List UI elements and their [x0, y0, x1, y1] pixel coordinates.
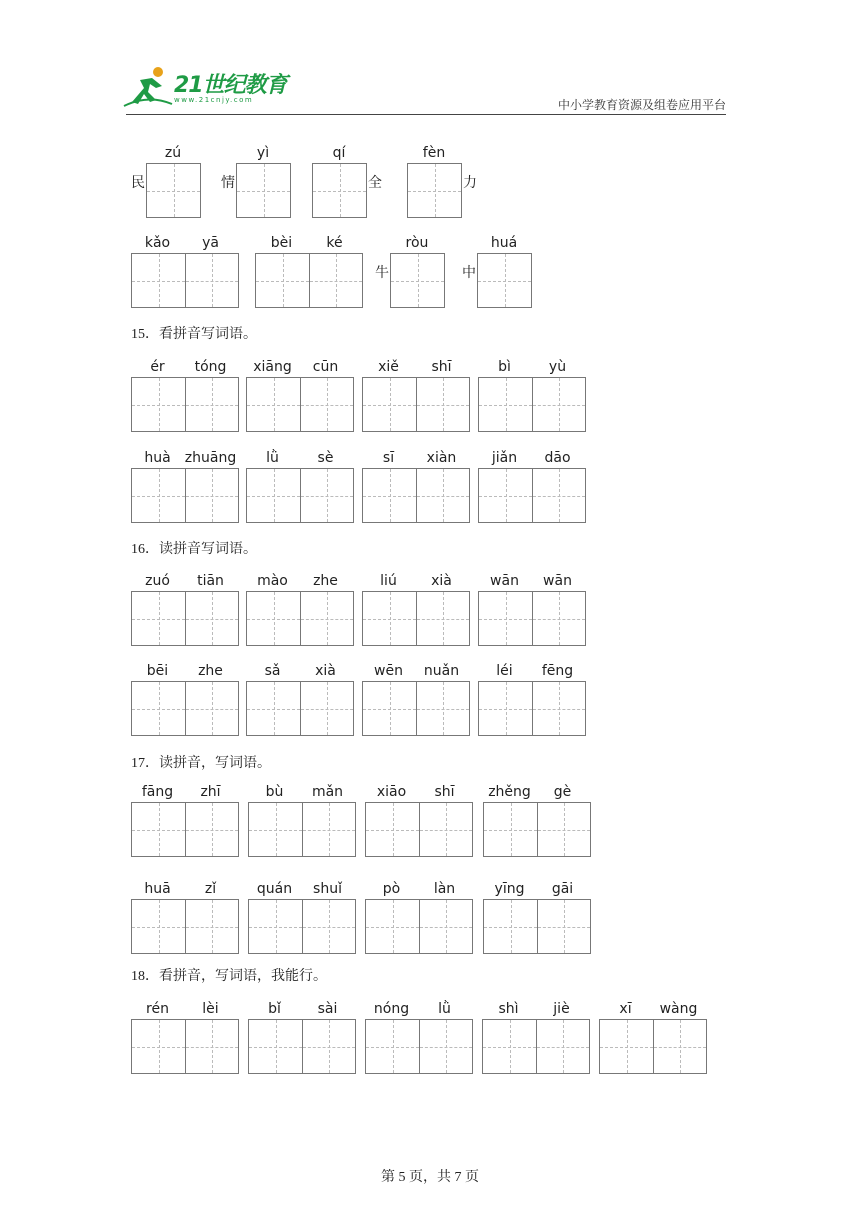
tianzige-boxes[interactable] — [131, 802, 239, 857]
question-16-title: 16．读拼音写词语。 — [131, 542, 257, 557]
tianzige-boxes[interactable] — [390, 253, 445, 308]
prefix-char: 民 — [131, 175, 145, 191]
pinyin-label: mào — [257, 573, 288, 589]
pinyin-label: yā — [202, 235, 219, 251]
platform-name: 中小学教育资源及组卷应用平台 — [557, 98, 726, 112]
pinyin-label: jiè — [553, 1001, 570, 1017]
pinyin-label: huá — [490, 235, 518, 251]
page-footer: 第 5 页，共 7 页 — [381, 1170, 479, 1185]
prefix-char: 情 — [221, 175, 235, 191]
pinyin-label: yīng — [494, 881, 525, 897]
pinyin-label: cūn — [312, 359, 339, 375]
pinyin-label: zú — [164, 145, 182, 161]
tianzige-boxes[interactable] — [362, 468, 470, 523]
pinyin-label: mǎn — [311, 784, 344, 800]
pinyin-label: jiǎn — [491, 450, 518, 466]
pinyin-label: huā — [144, 881, 171, 897]
tianzige-boxes[interactable] — [131, 681, 239, 736]
pinyin-label: zhěng — [488, 784, 531, 800]
pinyin-label: làn — [433, 881, 456, 897]
pinyin-label: xiāng — [253, 359, 292, 375]
tianzige-boxes[interactable] — [236, 163, 291, 218]
pinyin-label: xī — [619, 1001, 632, 1017]
pinyin-label: xiě — [378, 359, 399, 375]
pinyin-label: zuó — [145, 573, 170, 589]
pinyin-label: wēn — [374, 663, 403, 679]
pinyin-label: gè — [553, 784, 572, 800]
pinyin-label: wān — [543, 573, 572, 589]
runner-logo-icon — [122, 64, 174, 108]
pinyin-label: sè — [317, 450, 334, 466]
tianzige-boxes[interactable] — [482, 1019, 590, 1074]
pinyin-label: léi — [496, 663, 513, 679]
tianzige-boxes[interactable] — [365, 802, 473, 857]
question-17-title: 17．读拼音，写词语。 — [131, 756, 271, 771]
tianzige-boxes[interactable] — [478, 591, 586, 646]
pinyin-label: zhī — [200, 784, 221, 800]
tianzige-boxes[interactable] — [131, 377, 239, 432]
tianzige-boxes[interactable] — [362, 591, 470, 646]
pinyin-label: bēi — [146, 663, 169, 679]
pinyin-label: tiān — [197, 573, 224, 589]
tianzige-boxes[interactable] — [362, 681, 470, 736]
tianzige-boxes[interactable] — [146, 163, 201, 218]
prefix-char: 中 — [462, 265, 476, 281]
pinyin-label: shī — [431, 359, 452, 375]
tianzige-boxes[interactable] — [131, 1019, 239, 1074]
tianzige-boxes[interactable] — [246, 377, 354, 432]
pinyin-label: kǎo — [144, 235, 171, 251]
tianzige-boxes[interactable] — [478, 468, 586, 523]
pinyin-label: shī — [434, 784, 455, 800]
tianzige-boxes[interactable] — [365, 1019, 473, 1074]
pinyin-label: lǜ — [438, 1001, 451, 1017]
pinyin-label: bèi — [270, 235, 293, 251]
suffix-char: 全 — [368, 175, 382, 191]
pinyin-label: zhuāng — [184, 450, 237, 466]
pinyin-label: nuǎn — [423, 663, 460, 679]
pinyin-label: ér — [150, 359, 165, 375]
pinyin-label: zǐ — [204, 881, 217, 897]
header-divider — [126, 114, 726, 115]
pinyin-label: lǜ — [266, 450, 279, 466]
pinyin-label: fēng — [541, 663, 574, 679]
pinyin-label: sī — [382, 450, 395, 466]
pinyin-label: qí — [332, 145, 346, 161]
tianzige-boxes[interactable] — [478, 681, 586, 736]
question-15-title: 15．看拼音写词语。 — [131, 327, 257, 342]
tianzige-boxes[interactable] — [248, 899, 356, 954]
pinyin-label: shì — [498, 1001, 519, 1017]
pinyin-label: xiāo — [376, 784, 407, 800]
pinyin-label: nóng — [373, 1001, 410, 1017]
tianzige-boxes[interactable] — [248, 802, 356, 857]
pinyin-label: bǐ — [268, 1001, 281, 1017]
tianzige-boxes[interactable] — [362, 377, 470, 432]
pinyin-label: huà — [144, 450, 171, 466]
tianzige-boxes[interactable] — [246, 591, 354, 646]
logo-url: www.21cnjy.com — [174, 96, 254, 104]
pinyin-label: zhe — [198, 663, 223, 679]
tianzige-boxes[interactable] — [365, 899, 473, 954]
pinyin-label: ké — [326, 235, 343, 251]
tianzige-boxes[interactable] — [255, 253, 363, 308]
tianzige-boxes[interactable] — [599, 1019, 707, 1074]
tianzige-boxes[interactable] — [131, 253, 239, 308]
pinyin-label: bì — [498, 359, 511, 375]
tianzige-boxes[interactable] — [312, 163, 367, 218]
tianzige-boxes[interactable] — [477, 253, 532, 308]
prefix-char: 牛 — [375, 265, 389, 281]
pinyin-label: wān — [490, 573, 519, 589]
tianzige-boxes[interactable] — [478, 377, 586, 432]
pinyin-label: yù — [548, 359, 567, 375]
page-header — [0, 0, 860, 120]
pinyin-label: yì — [256, 145, 270, 161]
pinyin-label: quán — [256, 881, 293, 897]
pinyin-label: fèn — [422, 145, 446, 161]
pinyin-label: pò — [382, 881, 401, 897]
pinyin-label: lèi — [202, 1001, 219, 1017]
pinyin-label: dāo — [544, 450, 571, 466]
pinyin-label: liú — [380, 573, 397, 589]
question-18-title: 18．看拼音，写词语，我能行。 — [131, 969, 327, 984]
tianzige-boxes[interactable] — [131, 591, 239, 646]
suffix-char: 力 — [463, 175, 477, 191]
pinyin-label: sài — [317, 1001, 338, 1017]
pinyin-label: xià — [315, 663, 336, 679]
pinyin-label: tóng — [194, 359, 227, 375]
tianzige-boxes[interactable] — [248, 1019, 356, 1074]
pinyin-label: shuǐ — [313, 881, 342, 897]
pinyin-label: sǎ — [264, 663, 281, 679]
tianzige-boxes[interactable] — [246, 681, 354, 736]
pinyin-label: zhe — [313, 573, 338, 589]
logo-text: 21世纪教育 — [174, 73, 287, 98]
tianzige-boxes[interactable] — [246, 468, 354, 523]
pinyin-label: xiàn — [426, 450, 457, 466]
tianzige-boxes[interactable] — [131, 468, 239, 523]
pinyin-label: rén — [146, 1001, 169, 1017]
pinyin-label: ròu — [405, 235, 429, 251]
pinyin-label: bù — [265, 784, 284, 800]
logo — [122, 64, 292, 114]
pinyin-label: fāng — [141, 784, 174, 800]
pinyin-label: wàng — [659, 1001, 698, 1017]
pinyin-label: xià — [431, 573, 452, 589]
pinyin-label: gāi — [551, 881, 574, 897]
tianzige-boxes[interactable] — [131, 899, 239, 954]
tianzige-boxes[interactable] — [483, 899, 591, 954]
tianzige-boxes[interactable] — [483, 802, 591, 857]
tianzige-boxes[interactable] — [407, 163, 462, 218]
